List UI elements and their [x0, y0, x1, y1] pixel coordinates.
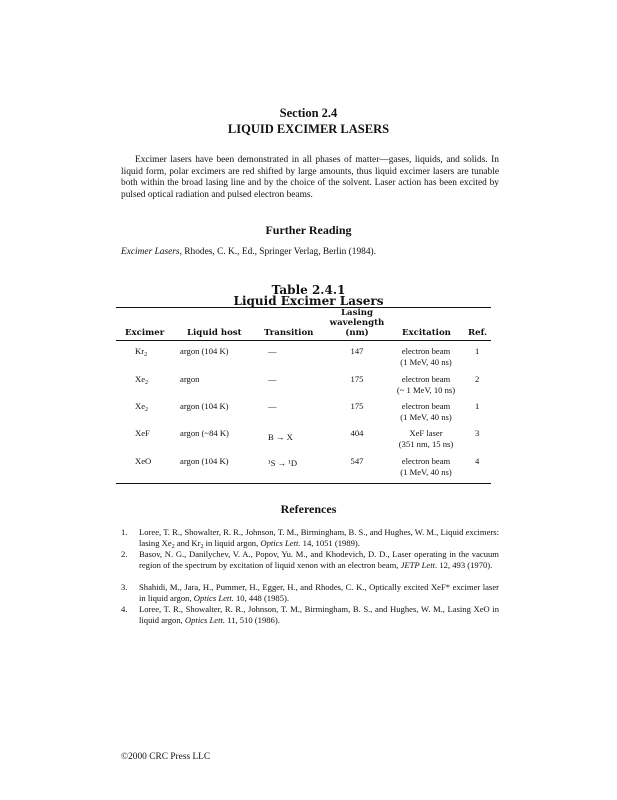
reference-item: [121, 604, 499, 626]
col-header-transition: Transition: [264, 328, 314, 338]
col-header-wavelength-line3: (nm): [345, 328, 369, 338]
cell-excitation: [390, 401, 462, 423]
cell-transition: B → X: [268, 432, 293, 442]
cell-host: argon (104 K): [180, 346, 229, 356]
cell-excitation-line1: electron beam: [401, 374, 451, 384]
cell-ref: 1: [475, 401, 480, 411]
intro-paragraph: Excimer lasers have been demonstrated in all phases of matter—gases, liquids, and solids. In liquid form, polar excimers are red shifted by large amounts, thus liquid excimer lasers are tunable both within the broad lasing line and by the choice of the solvent. Laser action has been excited by pulsed optical radiation and pulsed electron beams.: [121, 155, 499, 200]
journal-name: Optics Lett.: [184, 615, 226, 625]
cell-excitation-line2: (~ 1 MeV, 10 ns): [396, 385, 456, 395]
table-number: Table 2.4.1: [271, 283, 346, 297]
journal-name: Optics Lett.: [260, 538, 301, 548]
cell-excimer: $Xe_2$: [135, 374, 149, 386]
cell-excitation: [390, 346, 462, 368]
journal-name: Optics Lett.: [193, 593, 234, 603]
reference-text: Loree, T. R., Showalter, R. R., Johnson, T. M., Birmingham, B. S., and Hughes, W. M., Liquid excimers: lasing $Xe_2$ and $Kr_2$ in liquid argon, Optics Lett. 14, 1051 (1989).: [139, 527, 499, 550]
cell-host: argon (104 K): [180, 401, 229, 411]
cell-host: argon (~84 K): [180, 428, 229, 438]
cell-ref: 1: [475, 346, 480, 356]
cell-host: argon (104 K): [180, 456, 229, 466]
journal-name: JETP Lett: [400, 560, 436, 570]
cell-wavelength: 147: [350, 346, 364, 356]
reference-item: [121, 582, 499, 604]
cell-transition: —: [268, 374, 277, 384]
book-title: Excimer Lasers: [121, 247, 180, 257]
col-header-wavelength-line2: wavelength: [329, 318, 385, 328]
cell-excitation-line2: (351 nm, 15 ns): [398, 439, 454, 449]
reference-text: Loree, T. R., Showalter, R. R., Johnson, T. M., Birmingham, B. S., and Hughes, W. M., Lasing XeO in liquid argon, Optics Lett. 11, 510 (1986).: [139, 604, 499, 625]
cell-excitation-line1: XeF laser: [409, 428, 443, 438]
copyright-footer: ©2000 CRC Press LLC: [121, 752, 211, 762]
reference-number: 1.: [121, 527, 128, 537]
cell-excitation-line2: (1 MeV, 40 ns): [400, 412, 452, 422]
cell-wavelength: 175: [350, 401, 364, 411]
table-bottom-rule: [116, 483, 491, 484]
section-number: Section 2.4: [279, 106, 338, 120]
cell-wavelength: 547: [350, 456, 364, 466]
cell-excitation-line2: (1 MeV, 40 ns): [400, 357, 452, 367]
section-title: LIQUID EXCIMER LASERS: [227, 122, 390, 136]
table-top-rule: [116, 307, 491, 308]
cell-excimer: $Kr_2$: [135, 346, 148, 358]
further-reading-entry: [121, 247, 501, 257]
cell-excitation: [390, 374, 462, 396]
cell-ref: 2: [475, 374, 480, 384]
cell-transition: —: [268, 401, 277, 411]
cell-excitation: [390, 428, 462, 450]
col-header-excitation: Excitation: [402, 328, 451, 338]
cell-excitation: [390, 456, 462, 478]
col-header-excimer: Excimer: [125, 328, 165, 338]
reference-text: Basov, N. G., Danilychev, V. A., Popov, Yu. M., and Khodevich, D. D., Laser operating in the vacuum region of the spectrum by excitation of liquid xenon with an electron beam, JETP Lett. 12, 493 (1970).: [139, 549, 499, 570]
cell-excimer: XeO: [135, 456, 152, 466]
cell-excimer: XeF: [135, 428, 150, 438]
cell-excitation-line1: electron beam: [401, 456, 451, 466]
further-reading-heading: Further Reading: [265, 223, 352, 237]
cell-wavelength: 175: [350, 374, 364, 384]
cell-ref: 4: [475, 456, 480, 466]
reference-item: [121, 549, 499, 571]
col-header-ref: Ref.: [468, 328, 487, 338]
cell-ref: 3: [475, 428, 480, 438]
col-header-wavelength-line1: Lasing: [341, 308, 373, 318]
cell-excitation-line1: electron beam: [401, 401, 451, 411]
reference-number: 2.: [121, 549, 128, 559]
table-header-rule: [116, 340, 491, 341]
cell-transition: —: [268, 346, 277, 356]
references-heading: References: [280, 502, 337, 516]
col-header-liquid-host: Liquid host: [187, 328, 242, 338]
cell-wavelength: 404: [350, 428, 364, 438]
col-header-wavelength: [322, 308, 392, 338]
table-title: Liquid Excimer Lasers: [233, 294, 384, 308]
book-details: , Rhodes, C. K., Ed., Springer Verlag, Berlin (1984).: [179, 247, 377, 257]
cell-excimer: $Xe_2$: [135, 401, 149, 413]
reference-item: [121, 527, 499, 549]
cell-excitation-line2: (1 MeV, 40 ns): [400, 467, 452, 477]
reference-number: 4.: [121, 604, 128, 614]
cell-excitation-line1: electron beam: [401, 346, 451, 356]
reference-text: Shahidi, M., Jara, H., Pummer, H., Egger, H., and Rhodes, C. K., Optically excited XeF* excimer laser in liquid argon, Optics Lett. 10, 448 (1985).: [139, 582, 499, 603]
cell-transition: ¹S → ¹D: [268, 458, 298, 468]
cell-host: argon: [180, 374, 200, 384]
reference-number: 3.: [121, 582, 128, 592]
